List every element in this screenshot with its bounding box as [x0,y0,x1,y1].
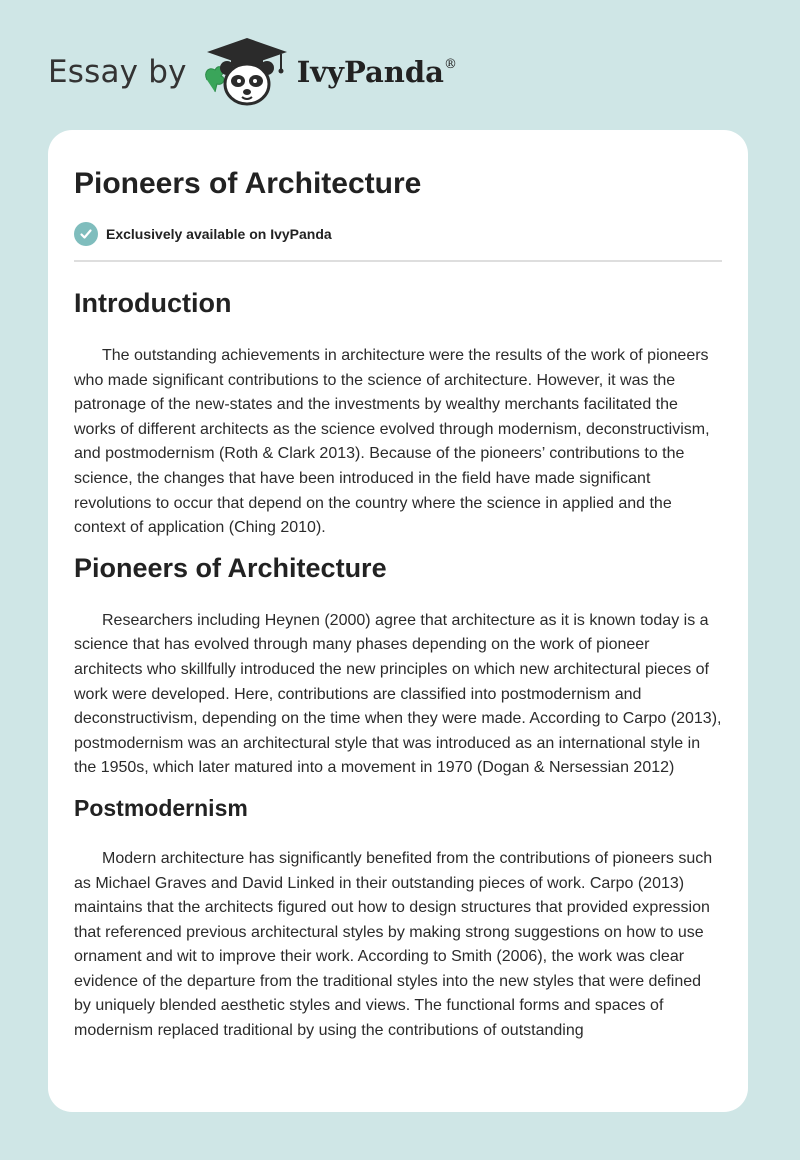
section-introduction [74,286,722,541]
section-paragraph: Researchers including Heynen (2000) agree that architecture as it is known today is a science that has evolved through many phases depending on the work of pioneer architects who skillfully introduced the new principles on which new architectural pieces of work were developed. Here, contributions are classified into postmodernism and deconstructivism, depending on the time when they were made. According to Carpo (2013), postmodernism was an architectural style that was introduced as an international style in the 1950s, which later matured into a movement in 1970 (Dogan & Nersessian 2012) [74,611,722,777]
title-divider [74,260,722,262]
section-heading: Pioneers of Architecture [74,552,387,583]
panda-graduation-cap-icon[interactable] [201,36,293,108]
section-postmodernism [74,793,722,1044]
section-paragraph: The outstanding achievements in architecture were the results of the work of pioneers who made significant contributions to the science of architecture. However, it was the patronage of the new-states and the investments by wealthy merchants facilitated the works of different architects as the science evolved through modernism, deconstructivism, and postmodernism (Roth & Clark 2013). Because of the pioneers’ contributions to the science, the changes that have been introduced in the field have made significant revolutions to occur that depend on the country where the science in applied and the context of application (Ching 2010). [74,347,710,537]
badge-label: Exclusively available on IvyPanda [106,226,332,242]
brand-prefix: Essay by [48,54,187,90]
section-heading: Introduction [74,288,232,318]
essay-card [48,130,748,1112]
section-paragraph: Modern architecture has significantly benefited from the contributions of pioneers such as Michael Graves and David Linked in their outstanding pieces of work. Carpo (2013) maintains that the architects figured out how to design structures that provided expression that referenced previous architectural styles by making strong suggestions on how to use ornament and wit to improve their work. According to Smith (2006), the work was clear evidence of the departure from the traditional styles into the new styles that were defined by uniquely blended aesthetic styles and views. The functional forms and spaces of modernism replaced traditional by using the contributions of outstanding [74,849,713,1040]
exclusive-badge [74,222,722,246]
check-circle-icon [74,222,98,246]
registered-mark: ® [443,57,457,72]
section-pioneers [74,551,722,781]
page-title: Pioneers of Architecture [74,167,422,200]
subsection-heading: Postmodernism [74,794,248,821]
site-header [48,36,457,108]
brand-name[interactable]: IvyPanda® [296,55,457,89]
